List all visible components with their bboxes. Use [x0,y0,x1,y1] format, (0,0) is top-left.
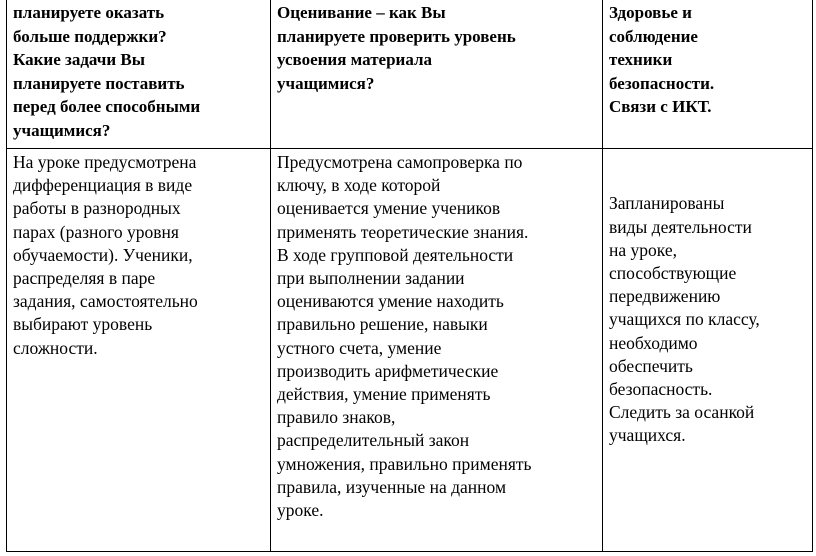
assessment-text: Предусмотрена самопроверка по ключу, в ходе которой оценивается умение учеников применять теоретические знания. В ходе групповой деятельности при выполнении задании оцениваются умение находить правильно решение, навыки устного счета, умение производить арифметические действия, умение применять правило знаков, распределительный закон умножения, правильно применять правила, изученные на данном уроке. [277,152,532,521]
header-assessment-text: Оценивание – как Вы планируете проверить уровень усвоения материала учащимися? [277,3,516,93]
cell-differentiation [7,149,271,552]
header-support-text: планируете оказать больше поддержки? Какие задачи Вы планируете поставить перед более способными учащимися? [13,3,201,140]
header-cell-assessment [271,0,603,149]
differentiation-text: На уроке предусмотрена дифференциация в виде работы в разнородных парах (разного уровня обучаемости). Ученики, распределяя в паре задания, самостоятельно выбирают уровень сложности. [13,152,198,358]
header-health-safety-text: Здоровье и соблюдение техники безопасности. Связи с ИКТ. [609,3,715,116]
health-safety-text: Запланированы виды деятельности на уроке, способствующие передвижению учащихся по классу, необходимо обеспечить безопасность. Следить за осанкой учащихся. [609,193,760,446]
lesson-plan-table [6,0,813,552]
cell-assessment [271,149,603,552]
cell-health-safety [603,149,813,552]
header-cell-health-safety [603,0,813,149]
table-header-row [7,0,813,149]
table-row [7,149,813,552]
header-cell-support [7,0,271,149]
